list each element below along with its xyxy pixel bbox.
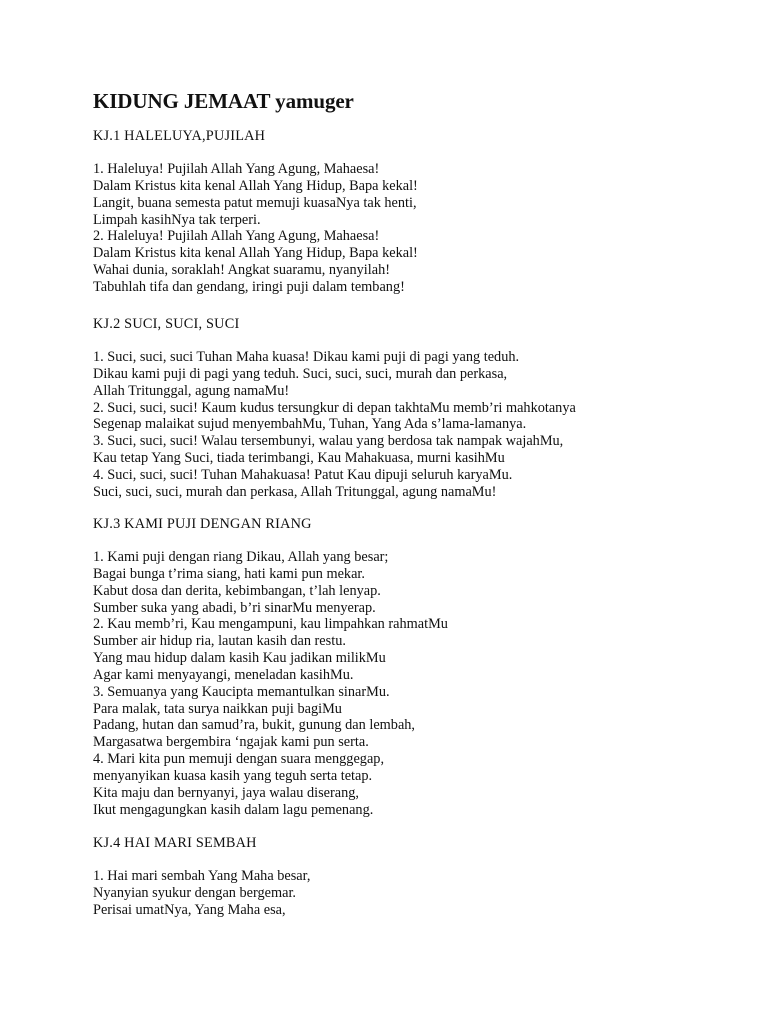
lyric-line: 1. Haleluya! Pujilah Allah Yang Agung, Mahaesa! (93, 161, 380, 177)
hymn-section-kj3 (93, 516, 733, 819)
lyric-line: 4. Suci, suci, suci! Tuhan Mahakuasa! Patut Kau dipuji seluruh karyaMu. (93, 466, 513, 483)
hymn-section-kj4 (93, 835, 733, 919)
lyric-line: Sumber suka yang abadi, b’ri sinarMu menyerap. (93, 599, 376, 616)
lyric-line: Perisai umatNya, Yang Maha esa, (93, 901, 286, 918)
lyric-line: Tabuhlah tifa dan gendang, iringi puji dalam tembang! (93, 278, 405, 295)
hymn-heading: KJ.3 KAMI PUJI DENGAN RIANG (93, 516, 312, 532)
hymn-section-kj2 (93, 316, 733, 501)
lyric-line: Suci, suci, suci, murah dan perkasa, Allah Tritunggal, agung namaMu! (93, 483, 497, 500)
lyric-line: menyanyikan kuasa kasih yang teguh serta tetap. (93, 767, 373, 784)
lyric-line: 3. Suci, suci, suci! Walau tersembunyi, walau yang berdosa tak nampak wajahMu, (93, 433, 564, 450)
lyric-line: Allah Tritunggal, agung namaMu! (93, 382, 290, 399)
document-title: KIDUNG JEMAAT yamuger (93, 89, 354, 113)
lyric-line: Dalam Kristus kita kenal Allah Yang Hidup, Bapa kekal! (93, 177, 418, 194)
lyric-line: Ikut mengagungkan kasih dalam lagu pemenang. (93, 801, 374, 818)
hymn-section-kj1 (93, 128, 733, 296)
hymn-heading: KJ.2 SUCI, SUCI, SUCI (93, 316, 240, 332)
hymn-lyrics (93, 161, 733, 296)
lyric-line: Kabut dosa dan derita, kebimbangan, t’lah lenyap. (93, 582, 381, 599)
lyric-line: 1. Suci, suci, suci Tuhan Maha kuasa! Dikau kami puji di pagi yang teduh. (93, 349, 520, 365)
hymn-heading: KJ.1 HALELUYA,PUJILAH (93, 128, 266, 144)
lyric-line: 2. Haleluya! Pujilah Allah Yang Agung, Mahaesa! (93, 228, 380, 245)
lyric-line: Dalam Kristus kita kenal Allah Yang Hidup, Bapa kekal! (93, 245, 418, 262)
lyric-line: Kita maju dan bernyanyi, jaya walau diserang, (93, 784, 359, 801)
lyric-line: Dikau kami puji di pagi yang teduh. Suci, suci, suci, murah dan perkasa, (93, 365, 508, 382)
lyric-line: Bagai bunga t’rima siang, hati kami pun mekar. (93, 565, 365, 582)
lyric-line: 1. Kami puji dengan riang Dikau, Allah yang besar; (93, 549, 389, 565)
lyric-line: Para malak, tata surya naikkan puji bagiMu (93, 700, 342, 717)
hymn-lyrics (93, 868, 733, 919)
lyric-line: Agar kami menyayangi, meneladan kasihMu. (93, 666, 354, 683)
lyric-line: 3. Semuanya yang Kaucipta memantulkan sinarMu. (93, 683, 390, 700)
lyric-line: 4. Mari kita pun memuji dengan suara menggegap, (93, 751, 385, 768)
lyric-line: Yang mau hidup dalam kasih Kau jadikan milikMu (93, 650, 386, 667)
lyric-line: Segenap malaikat sujud menyembahMu, Tuhan, Yang Ada s’lama-lamanya. (93, 416, 527, 433)
hymn-heading: KJ.4 HAI MARI SEMBAH (93, 835, 257, 851)
lyric-line: Limpah kasihNya tak terperi. (93, 211, 261, 228)
hymn-lyrics (93, 549, 733, 819)
hymn-lyrics (93, 349, 733, 501)
lyric-line: Wahai dunia, soraklah! Angkat suaramu, nyanyilah! (93, 262, 391, 279)
lyric-line: Kau tetap Yang Suci, tiada terimbangi, Kau Mahakuasa, murni kasihMu (93, 450, 505, 467)
lyric-line: Sumber air hidup ria, lautan kasih dan restu. (93, 633, 346, 650)
lyric-line: Margasatwa bergembira ‘ngajak kami pun serta. (93, 734, 369, 751)
lyric-line: Langit, buana semesta patut memuji kuasaNya tak henti, (93, 194, 417, 211)
lyric-line: 2. Suci, suci, suci! Kaum kudus tersungkur di depan takhtaMu memb’ri mahkotanya (93, 399, 576, 416)
lyric-line: 2. Kau memb’ri, Kau mengampuni, kau limpahkan rahmatMu (93, 616, 448, 633)
lyric-line: Nyanyian syukur dengan bergemar. (93, 884, 297, 901)
lyric-line: Padang, hutan dan samud’ra, bukit, gunung dan lembah, (93, 717, 416, 734)
lyric-line: 1. Hai mari sembah Yang Maha besar, (93, 868, 311, 884)
